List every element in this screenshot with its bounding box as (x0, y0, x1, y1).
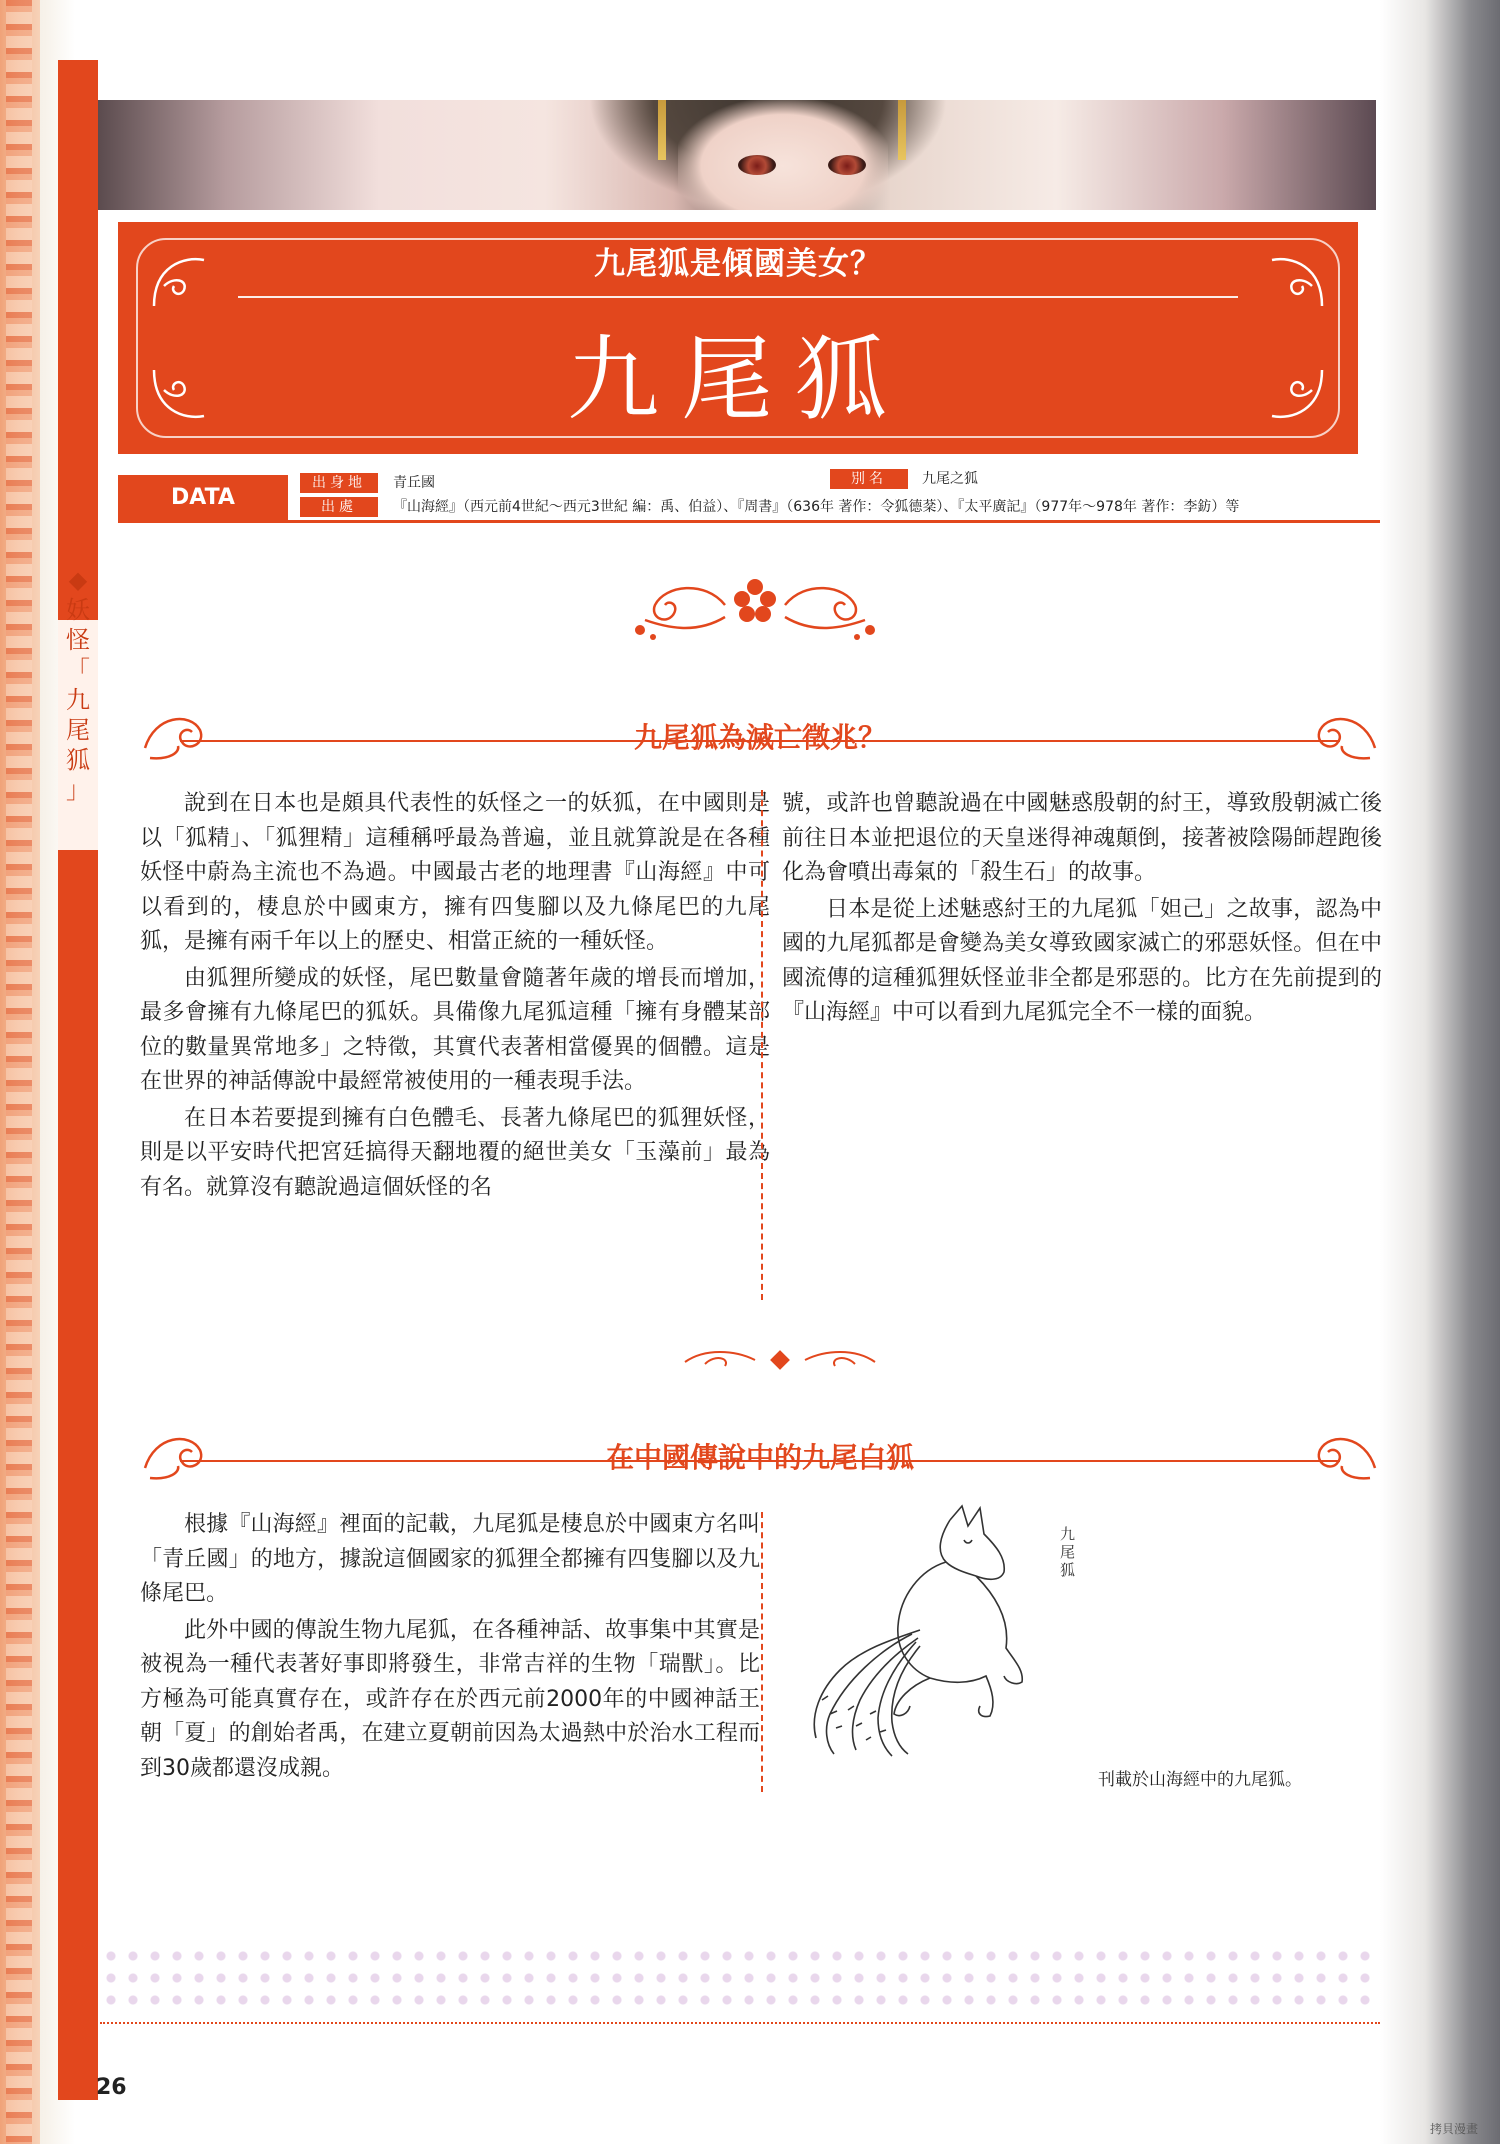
footer-dot-pattern (100, 1945, 1380, 2015)
article-subtitle: 九尾狐是傾國美女？ (594, 246, 882, 282)
alias-value: 九尾之狐 (922, 471, 978, 487)
divider-ornament-icon (675, 1340, 885, 1380)
paragraph: 根據『山海經』裡面的記載，九尾狐是棲息於中國東方名叫「青丘國」的地方，據說這個國家的狐狸全都擁有四隻腳以及九條尾巴。 (140, 1512, 760, 1606)
paragraph: 說到在日本也是頗具代表性的妖怪之一的妖狐，在中國則是以「狐精」、「狐狸精」這種稱呼最為普遍，並且就算說是在各種妖怪中蔚為主流也不為過。中國最古老的地理書『山海經』中可以看到的，棲息於中國東方，擁有四隻腳以及九條尾巴的九尾狐，是擁有兩千年以上的歷史、相當正統的一種妖怪。 (140, 791, 770, 954)
source-value: 『山海經』（西元前4世紀～西元3世紀 編：禹、伯益）、『周書』（636年 著作：令狐德棻）、『太平廣記』（977年～978年 著作：李鈁）等 (393, 499, 1240, 515)
paragraph: 此外中國的傳說生物九尾狐，在各種神話、故事集中其實是被視為一種代表著好事即將發生，非常吉祥的生物「瑞獸」。比方極為可能真實存在，或許存在於西元前2000年的中國神話王朝「夏」的創始者禹，在建立夏朝前因為太過熱中於治水工程而到30歲都還沒成親。 (140, 1617, 760, 1781)
column-divider (761, 790, 763, 1300)
binding-edge (0, 0, 40, 2144)
page-number: 26 (96, 2075, 127, 2100)
figure-caption: 刊載於山海經中的九尾狐。 (1098, 1770, 1302, 1790)
figure-label: 九尾狐 (1060, 1525, 1076, 1579)
side-tab-char: 怪 (66, 626, 90, 654)
side-tab-char: 」 (66, 776, 90, 804)
chapter-side-tab (58, 565, 98, 805)
side-tab-char: 九 (66, 686, 90, 714)
article-title: 九尾狐 (566, 326, 909, 433)
section1-right-column (782, 787, 1382, 1033)
origin-key: 出身地 (300, 473, 378, 493)
section1-heading: 九尾狐為滅亡徵兆？ (633, 721, 886, 754)
section1-left-column (140, 787, 770, 1207)
side-tab-char: 「 (66, 656, 90, 684)
nine-tailed-fox-illustration (800, 1500, 1130, 1760)
paragraph: 號，或許也曾聽說過在中國魅惑殷朝的紂王，導致殷朝滅亡後前往日本並把退位的天皇迷得神魂顛倒，接著被陰陽師趕跑後化為會噴出毒氣的「殺生石」的故事。 (782, 791, 1382, 885)
paragraph: 由狐狸所變成的妖怪，尾巴數量會隨著年歲的增長而增加，最多會擁有九條尾巴的狐妖。具備像九尾狐這種「擁有身體某部位的數量異常地多」之特徵，其實代表著相當優異的個體。這是在世界的神話傳說中最經常被使用的一種表現手法。 (140, 965, 770, 1094)
footer-line (100, 2022, 1380, 2024)
section2-text-column (140, 1508, 760, 1788)
watermark: 拷貝漫畫 (1430, 2122, 1479, 2136)
source-key: 出處 (300, 497, 378, 517)
character-art-banner (98, 100, 1376, 210)
floral-ornament-icon (625, 565, 885, 650)
title-box (118, 222, 1358, 454)
data-underline (118, 520, 1380, 523)
section2-header (140, 1410, 1380, 1494)
paragraph: 在日本若要提到擁有白色體毛、長著九條尾巴的狐狸妖怪，則是以平安時代把宮廷搞得天翻地覆的絕世美女「玉藻前」最為有名。就算沒有聽說過這個妖怪的名 (140, 1105, 770, 1200)
side-tab-char: 尾 (66, 716, 90, 744)
chapter-side-band (58, 60, 98, 2100)
alias-key: 別名 (830, 469, 908, 489)
side-tab-char: 狐 (66, 746, 90, 774)
section1-header (140, 690, 1380, 774)
section2-heading: 在中國傳說中的九尾白狐 (605, 1441, 914, 1474)
column-divider (761, 1512, 763, 1792)
side-tab-char: 妖 (66, 596, 90, 624)
data-badge: DATA (118, 475, 288, 520)
origin-value: 青丘國 (393, 475, 435, 491)
paragraph: 日本是從上述魅惑紂王的九尾狐「妲己」之故事，認為中國的九尾狐都是會變為美女導致國家滅亡的邪惡妖怪。但在中國流傳的這種狐狸妖怪並非全都是邪惡的。比方在先前提到的『山海經』中可以看到九尾狐完全不一樣的面貌。 (782, 896, 1382, 1025)
side-tab-char: ◆ (68, 566, 88, 594)
